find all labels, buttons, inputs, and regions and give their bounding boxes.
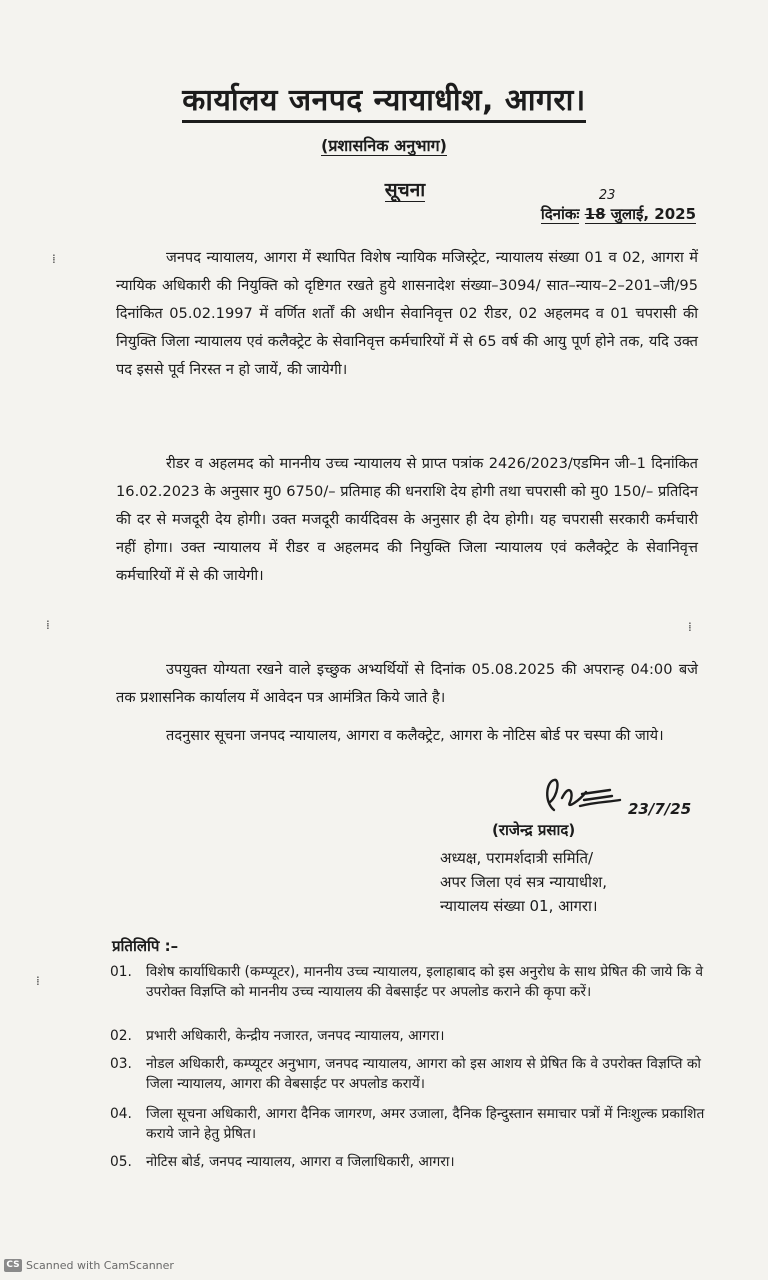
signature-date: 23/7/25 [628,800,692,818]
copy-item-text: नोडल अधिकारी, कम्प्यूटर अनुभाग, जनपद न्यायालय, आगरा को इस आशय से प्रेषित कि वे उपरोक्त विज्ञप्ति को जिला न्यायालय, आगरा की वेबसाईट पर अपलोड करायें। [146,1056,701,1092]
section-subtitle-text: (प्रशासनिक अनुभाग) [321,136,447,155]
office-title-text: कार्यालय जनपद न्यायाधीश, आगरा। [182,83,586,123]
office-title [0,78,768,119]
copy-item-number: 02. [110,1028,132,1044]
signatory-name: (राजेन्द्र प्रसाद) [492,821,576,839]
punch-mark: ⁞ [52,252,56,266]
body-paragraph-3: उपयुक्त योग्यता रखने वाले इच्छुक अभ्यर्थियों से दिनांक 05.08.2025 की अपरान्ह 04:00 बजे तक प्रशासनिक कार्यालय में आवेदन पत्र आमंत्रित किये जाते है। [116,661,698,706]
scanner-watermark [4,1259,174,1273]
notice-heading-text: सूचना [384,179,426,201]
punch-mark: ⁞ [46,618,50,632]
copy-item-number: 03. [110,1056,132,1072]
body-paragraph-1: जनपद न्यायालय, आगरा में स्थापित विशेष न्यायिक मजिस्ट्रेट, न्यायालय संख्या 01 व 02, आगरा में न्यायिक अधिकारी की नियुक्ति को दृष्टिगत रखते हुये शासनादेश संख्या–3094/ सात–न्याय–2–201–जी/95 दिनांकित 05.02.1997 में वर्णित शर्तों की अधीन सेवानिवृत्त 02 रीडर, 02 अहलमद व 01 चपरासी की नियुक्ति जिला न्यायालय एवं कलैक्ट्रेट के सेवानिवृत्त कर्मचारियों में से 65 वर्ष की आयु पूर्ण होने तक, यदि उक्त पद इससे पूर्व निरस्त न हो जायें, की जायेगी। [116,249,698,378]
notice-heading [0,176,768,202]
date-month-year: जुलाई, 2025 [610,205,696,223]
copy-item-number: 04. [110,1106,132,1122]
copy-item-text: जिला सूचना अधिकारी, आगरा दैनिक जागरण, अमर उजाला, दैनिक हिन्दुस्तान समाचार पत्रों में निःशुल्क प्रकाशित कराये जाने हेतु प्रेषित। [146,1106,705,1142]
date-value [585,205,696,224]
date-struck-day: 18 [584,205,606,223]
copies-heading: प्रतिलिपि :– [112,937,179,955]
section-subtitle [0,134,768,156]
signatory-designation-2: अपर जिला एवं सत्र न्यायाधीश, [440,873,607,891]
copy-item-text: विशेष कार्याधिकारी (कम्प्यूटर), माननीय उच्च न्यायालय, इलाहाबाद को इस अनुरोध के साथ प्रेषित की जाये कि वे उपरोक्त विज्ञप्ति को माननीय उच्च न्यायालय की वेबसाईट पर अपलोड कराने की कृपा करें। [146,964,704,1000]
punch-mark: ⁞ [688,620,692,634]
date-label: दिनांकः [540,205,580,223]
body-paragraph-2: रीडर व अहलमद को माननीय उच्च न्यायालय से प्राप्त पत्रांक 2426/2023/एडमिन जी–1 दिनांकित 16.02.2023 के अनुसार मु0 6750/– प्रतिमाह की धनराशि देय होगी तथा चपरासी को मु0 150/– प्रतिदिन की दर से मजदूरी देय होगी। उक्त मजदूरी कार्यदिवस के अनुसार ही देय होगी। यह चपरासी सरकारी कर्मचारी नहीं होगा। उक्त न्यायालय में रीडर व अहलमद की नियुक्ति जिला न्यायालय एवं कलैक्ट्रेट के सेवानिवृत्त कर्मचारियों में से की जायेगी। [116,455,698,584]
scanner-watermark-text: Scanned with CamScanner [26,1258,174,1272]
copy-item-number: 05. [110,1154,132,1170]
notice-date [540,188,696,224]
date-corrected-day: 23 [598,188,616,203]
copy-item-text: प्रभारी अधिकारी, केन्द्रीय नजारत, जनपद न्यायालय, आगरा। [146,1028,445,1044]
camscanner-logo-icon: CS [4,1259,22,1272]
signatory-designation-1: अध्यक्ष, परामर्शदात्री समिति/ [440,849,594,867]
body-paragraph-4: तदनुसार सूचना जनपद न्यायालय, आगरा व कलैक्ट्रेट, आगरा के नोटिस बोर्ड पर चस्पा की जाये। [166,727,664,744]
punch-mark: ⁞ [36,974,40,988]
signatory-designation-3: न्यायालय संख्या 01, आगरा। [440,897,598,915]
signature-scribble-icon [540,772,630,822]
copy-item-text: नोटिस बोर्ड, जनपद न्यायालय, आगरा व जिलाधिकारी, आगरा। [146,1154,455,1170]
copy-item-number: 01. [110,964,132,980]
